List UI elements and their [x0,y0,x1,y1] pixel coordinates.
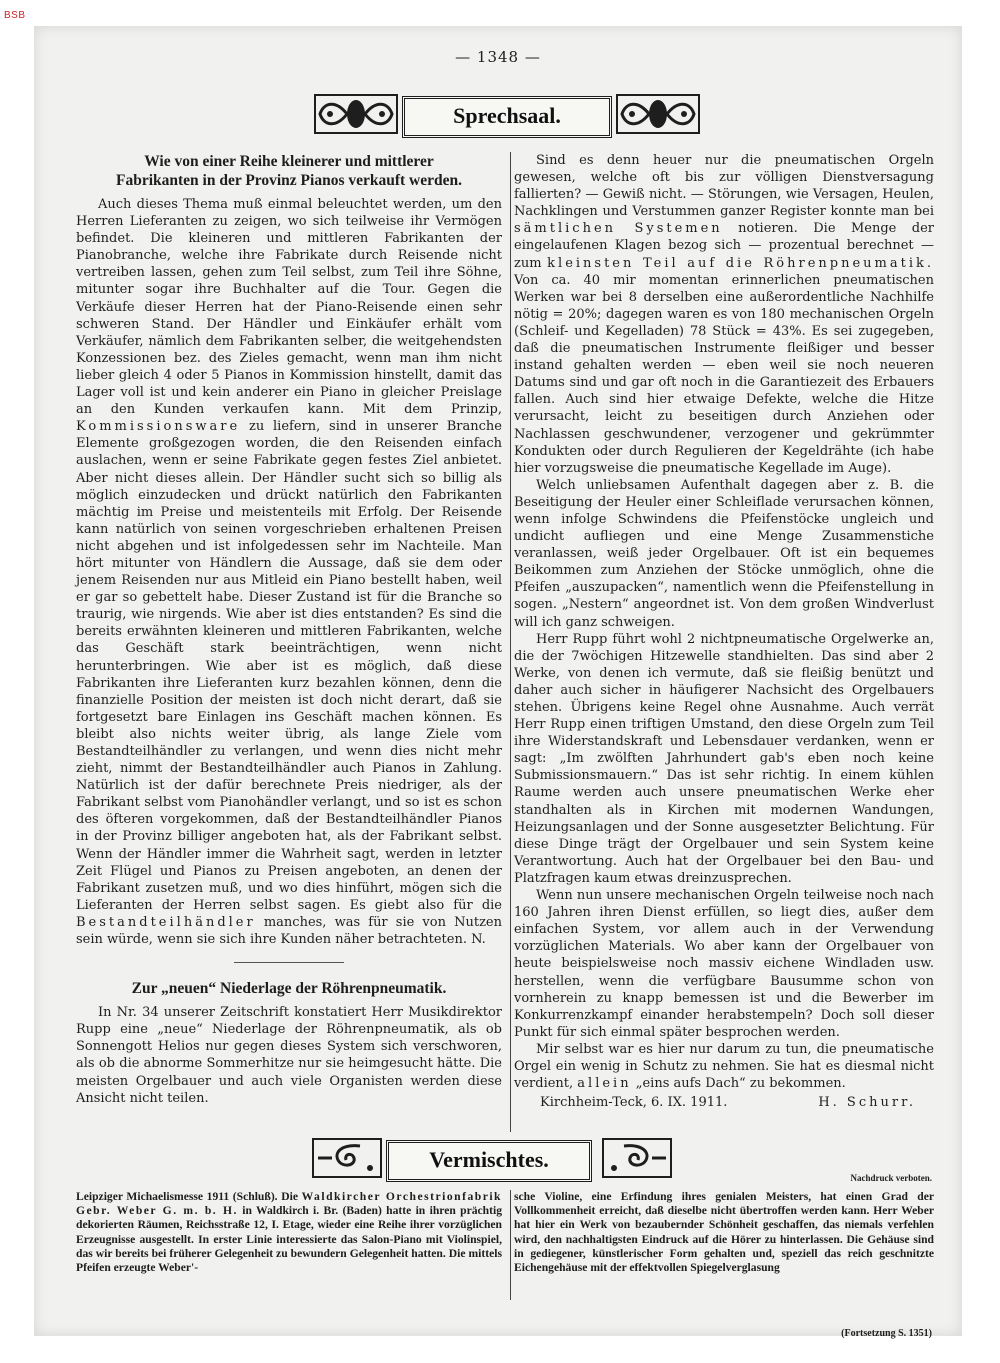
article-2-spaced-2: kleinsten Teil auf die Röhrenpneumatik. [547,255,934,271]
article-1-text-c: manches, was für sie von Nutzen sein würde, wenn sie sich ihre Kunden näher betrachteten. N. [76,914,502,948]
article-1-title [76,152,502,190]
article-2-title: Zur „neuen“ Niederlage der Röhrenpneumatik. [131,980,447,998]
article-2-paragraph-5: Wenn nun unsere mechanischen Orgeln teilweise noch nach 160 Jahren ihren Dienst erfüllen, so liegt dies, außer dem einfachen System, vor allem auch in der Verwendung vorzüglichen Materials. Wo aber kann der Orgelbauer von heute beispielsweise noch massiv eichene Windladen usw. herstellen, wenn die verfügbare Bausumme schon von vornherein zu knapp bemessen ist und die Bewerber im Konkurrenzkampf einander herabstempeln? Doch soll dieser Punkt für sich einmal später besprochen werden. [514,888,934,1040]
article-1-title-line-1: Wie von einer Reihe kleinerer und mittlerer [144,153,434,170]
article-2-spaced-1: sämtlichen Systemen [514,221,723,237]
article-2-text-2b: notieren. Die Menge der eingelaufenen Klagen bezog sich — prozentual berechnet — zum [514,221,935,271]
sprechsaal-title: Sprechsaal. [402,96,612,138]
article-separator [234,962,344,963]
right-scroll-ornament-icon [602,1138,672,1178]
reprint-note: Nachdruck verboten. [850,1173,932,1183]
author-signature: H. Schurr. [818,1095,916,1111]
right-column [514,152,934,1111]
article-2-paragraph-2 [514,152,934,477]
left-column [76,152,502,1107]
article-1-spaced-2: Bestandteilhändler [76,914,256,930]
article-3-text-a: Die [281,1190,298,1203]
newspaper-page [34,26,962,1339]
left-scroll-ornament-icon [312,1138,382,1178]
article-1-text-b: zu liefern, sind in unserer Branche Elemente großgezogen worden, die den Reisenden einfach auslachen, wenn er seine Fabrikate gegen festes Ziel anbietet. Aber nicht dieses allein. Der Händler sucht sich so billig als möglich einzudecken und drückt natürlich den Fabrikanten mächtig im Preise und meistenteils mit Erfolg. Der Reisende kann natürlich von seinen vorgeschrieben erhaltenen Preisen nicht abgehen und ist infolgedessen sehr im Nachteile. Man hört mitunter von Händlern die Aussage, daß sie dem oder jenem Reisenden nur aus Mitleid ein Piano bestellt haben, weil er gar so gebettelt habe. Dieser Zustand ist für die Branche so traurig, wie nirgends. Wie aber ist dies entstanden? Es sind die bereits erwähnten kleineren und mittleren Fabrikanten, welche das Geschäft stark beeinträchtigen, wenn nicht herunterbringen. Wie aber ist es möglich, daß diese Fabrikanten ihre Lieferanten kurz bezahlen können, denn die finanzielle Position der meisten ist doch nicht derart, daß sie fortgesetzt bare Einlagen ins Geschäft machen können. Es bleibt also nichts weiter übrig, als lange Ziele vom Bestandteilhändler zu verlangen, und wenn dies nicht mehr zieht, nimmt der Bestandteilhändler auch Pianos in Zahlung. Natürlich ist der dafür berechnete Preis niedriger, als der Fabrikant selbst vom Pianohändler verlangt, und so ist es schon des öfteren vorgekommen, daß der Bestandteilhändler Pianos in der Provinz billiger angeboten hat, als der Fabrikant selbst. Wenn der Händler immer die Wahrheit sagt, werden in letzter Zeit Flügel und Pianos zu Preisen angeboten, an denen der Fabrikant zusetzen muß, und wo dies hinführt, mögen sich die Lieferanten der Herren selbst sagen. Es giebt also für die [76,419,502,913]
vermischtes-left-column [76,1190,502,1275]
column-divider [510,152,511,1132]
article-2-paragraph-3: Welch unliebsamen Aufenthalt dagegen aber z. B. die Beseitigung der Heuler einer Schleiflade verursachen können, wenn infolge Schwindens die Pfeifenstöcke ungleich und undicht aufliegen und eine Menge Zusammenstiche veranlassen, weiß jeder Orgelbauer. Oft ist ein bequemes Beikommen zum Anziehen der Stöcke unmöglich, ohne die Pfeifen „auszupacken“, namentlich wenn die Pfeifenstellung in sogen. „Nestern“ angeordnet ist. Von dem großen Windverlust will ich ganz schweigen. [514,477,934,630]
article-2-intro: In Nr. 34 unserer Zeitschrift konstatiert Herr Musikdirektor Rupp eine „neue“ Niederlage der Röhrenpneumatik, als ob Sonnengott Helios nur gegen dieses System sich verschworen, als ob die abnorme Sommerhitze nur sie heimgesucht hätte. Die meisten Orgelbauer und auch viele Organisten werden diese Ansicht nicht teilen. [76,1005,502,1106]
article-1-spaced-1: Kommissionsware [76,419,241,435]
sprechsaal-banner [314,94,700,134]
right-ornament-icon [616,94,700,134]
vermischtes-title: Vermischtes. [386,1140,592,1182]
vermischtes-column-divider [510,1190,511,1300]
article-3-lead: Leipziger Michaelismesse 1911 (Schluß). [76,1190,278,1203]
article-2-paragraph-4: Herr Rupp führt wohl 2 nichtpneumatische Orgelwerke an, die der 7wöchigen Hitzewelle standhielten. Das sind aber 2 Werke, von denen ich vermute, daß sie fleißig benützt und daher auch sicher in häufigerer Nachsicht des Orgelbauers stehen. Übrigens keine Regel ohne Ausnahme. Auch verrät Herr Rupp einen triftigen Umstand, den diese Orgeln zum Teil ihre Widerstandskraft und Lebensdauer verdanken, wenn er sagt: „Im zwölften Jahrhundert gab's eben noch keine Submissionsmauern.“ Das ist sehr richtig. In einem kühlen Raume werden auch unsere pneumatischen Werke eher standhalten als in Kirchen mit modernen Wandungen, Heizungsanlagen und der Sonne ausgesetzter Belichtung. Für diese Dinge trägt der Orgelbauer und sein System keine Verantwortung. Auch hat der Orgelbauer bei den Bau- und Platzfragen kaum etwas dreinzusprechen. [514,631,934,886]
article-2-spaced-3: allein [577,1076,632,1092]
article-3-company: Waldkircher Orchestrionfabrik Gebr. Weber G. m. b. H. [76,1190,503,1218]
place-date: Kirchheim-Teck, 6. IX. 1911. [540,1095,728,1111]
article-1-body [76,196,502,948]
article-1-text-a: Auch dieses Thema muß einmal beleuchtet werden, um den Herren Lieferanten zu zeigen, wo sich teilweise ihr Vermögen befindet. Die kleineren und mittleren Fabrikanten der Pianobranche, welche ihre Fabrikate durch Reisende nicht vertreiben lassen, gehen zum Teil selbst, zum Teil ihre Söhne, mitunter sogar ihre Buchhalter auf die Tour. Gegen die Verkäufe dieser Herren hat der Piano-Reisende einen sehr schweren Stand. Der Händler und Einkäufer erhält vom Verkäufer, nämlich dem Fabrikanten selber, die weitgehendsten Konzessionen bez. des Zieles gemacht, wenn man ihm nicht lieber gleich 4 oder 5 Pianos in Kommission hinstellt, damit das Lager voll ist und kein anderer ein Piano in gleicher Preislage an den Kunden verkaufen kann. Mit dem Prinzip, [76,197,502,418]
vermischtes-right-column [514,1190,934,1275]
article-3-paragraph-2: sche Violine, eine Erfindung ihres genialen Meisters, hat einen Grad der Vollkommenheit erreicht, daß dieselbe nicht übertroffen werden kann. Herr Weber hat hier ein Werk von bezaubernder Schönheit geschaffen, das niemals verfehlen wird, den nachhaltigsten Eindruck auf die Hörer zu hinterlassen. Die Gehäuse sind in gediegener, künstlerischer Form gehalten und, speziell das reich geschnitzte Eichengehäuse mit der effektvollen Spiegelverglasung [514,1190,934,1275]
article-2-text-6a: Mir selbst war es hier nur darum zu tun, die pneumatische Orgel ein wenig in Schutz zu nehmen. Sie hat es diesmal nicht verdient, [514,1041,934,1092]
article-3-text-b: in Waldkirch i. Br. (Baden) hatte in ihren prächtig dekorierten Räumen, Reichsstraße 12, I. Etage, wieder eine Reihe ihrer vorzüglichen Erzeugnisse ausgestellt. In erster Linie interessierte das Salon-Piano mit Violinspiel, das wir bereits bei früherer Gelegenheit zu bewundern Gelegenheit hatten. Die mittels Pfeifen erzeugte Weber'- [76,1204,502,1275]
article-2-paragraph-6 [514,1041,934,1092]
signature-line [514,1094,934,1111]
article-2-text-2a: Sind es denn heuer nur die pneumatischen Orgeln gewesen, welche oft bis zur völligen Dienstversagung fallierten? — Gewiß nicht. — Störungen, wie Versagen, Heulen, Nachklingen und Verstummen ganzer Register konnte man bei [514,153,934,220]
article-2-text-2c: Von ca. 40 mir momentan erinnerlichen pneumatischen Werken war bei 8 derselben eine außerordentliche Nachhilfe nötig = 20%; dagegen waren es von 180 mechanischen Orgeln (Schleif- und Kegelladen) 78 Stück = 43%. Es sei zugegeben, daß die pneumatischen Instrumente fleißiger und besser instand gehalten werden — eben weil sie noch neueren Datums sind und gar oft noch in die Garantiezeit des Erbauers fallen. Auch sind hier etwaige Defekte, welche die Hitze verursacht, leicht zu beseitigen durch Anziehen oder Nachlassen geschwundener, verzogener und gekrümmter Kondukten oder durch Regulieren der Kegeldrähte (ich habe hier vorzugsweise die pneumatische Kegellade im Auge). [514,272,934,476]
library-watermark: BSB [4,10,26,21]
vermischtes-banner [312,1138,674,1178]
article-2-text-6b: „eins aufs Dach“ zu bekommen. [635,1076,846,1092]
left-ornament-icon [314,94,398,134]
continued-note: (Fortsetzung S. 1351) [841,1328,932,1339]
article-3-paragraph-1 [76,1190,502,1275]
page-number: — 1348 — [455,48,541,66]
article-1-title-line-2: Fabrikanten in der Provinz Pianos verkauft werden. [115,172,463,189]
